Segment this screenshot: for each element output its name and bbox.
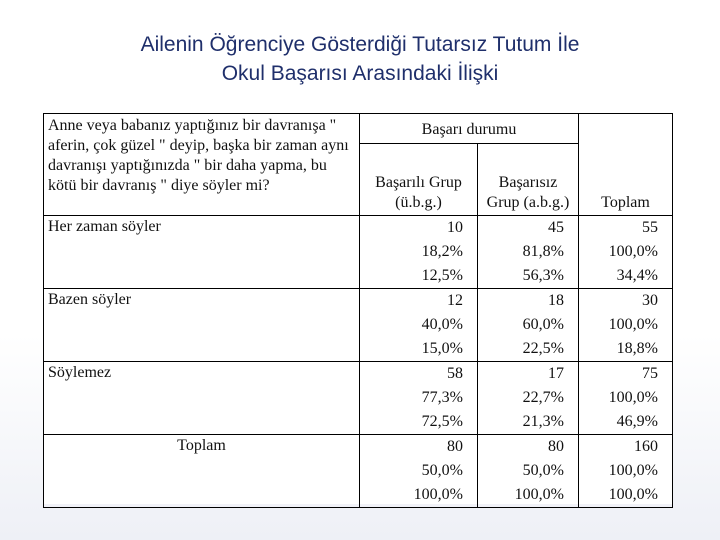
col-percent: 18,8% — [616, 340, 658, 357]
slide-title-line-1: Ailenin Öğrenciye Gösterdiği Tutarsız Tutum İle — [140, 33, 580, 56]
cell-successful — [360, 216, 478, 289]
row-percent: 22,7% — [522, 389, 564, 406]
count: 75 — [642, 365, 658, 382]
question-cell: Anne veya babanız yaptığınız bir davranışa " aferin, çok güzel " deyip, başka bir zaman aynı davranışı yaptığınızda " bir daha yapma, bu kötü bir davranış " diye söyler mi? — [44, 114, 360, 216]
row-label: Söylemez — [44, 362, 360, 435]
row-percent: 100,0% — [608, 389, 658, 406]
col-percent: 72,5% — [421, 413, 463, 430]
cell-successful — [360, 435, 478, 508]
results-table — [43, 113, 672, 504]
slide-title-line-2: Okul Başarısı Arasındaki İlişki — [221, 62, 499, 85]
count: 12 — [447, 292, 463, 309]
row-percent: 81,8% — [522, 243, 564, 260]
row-label: Her zaman söyler — [44, 216, 360, 289]
count: 17 — [548, 365, 564, 382]
count: 160 — [634, 438, 658, 455]
col-percent: 15,0% — [421, 340, 463, 357]
cell-successful — [360, 289, 478, 362]
count: 10 — [447, 219, 463, 236]
col-percent: 21,3% — [522, 413, 564, 430]
col-percent: 56,3% — [522, 267, 564, 284]
col-percent: 34,4% — [616, 267, 658, 284]
cell-unsuccessful — [478, 216, 579, 289]
table-row — [44, 362, 673, 435]
col-percent: 46,9% — [616, 413, 658, 430]
col-percent: 12,5% — [421, 267, 463, 284]
cell-total — [579, 362, 673, 435]
row-percent: 100,0% — [608, 243, 658, 260]
count: 80 — [548, 438, 564, 455]
cell-total — [579, 216, 673, 289]
col-percent: 100,0% — [514, 486, 564, 503]
cell-total — [579, 289, 673, 362]
row-percent: 100,0% — [608, 462, 658, 479]
col-header-total: Toplam — [579, 114, 673, 216]
count: 55 — [642, 219, 658, 236]
table-row-total — [44, 435, 673, 508]
table-row — [44, 289, 673, 362]
row-percent: 50,0% — [421, 462, 463, 479]
count: 30 — [642, 292, 658, 309]
col-percent: 22,5% — [522, 340, 564, 357]
count: 18 — [548, 292, 564, 309]
row-percent: 100,0% — [608, 316, 658, 333]
group-header: Başarı durumu — [360, 114, 579, 144]
count: 58 — [447, 365, 463, 382]
cell-unsuccessful — [478, 362, 579, 435]
row-percent: 50,0% — [522, 462, 564, 479]
col-header-successful: Başarılı Grup (ü.b.g.) — [360, 144, 478, 216]
cell-unsuccessful — [478, 289, 579, 362]
count: 80 — [447, 438, 463, 455]
row-label: Toplam — [44, 435, 360, 508]
cell-unsuccessful — [478, 435, 579, 508]
cell-successful — [360, 362, 478, 435]
row-label: Bazen söyler — [44, 289, 360, 362]
cell-total — [579, 435, 673, 508]
col-percent: 100,0% — [413, 486, 463, 503]
row-percent: 40,0% — [421, 316, 463, 333]
count: 45 — [548, 219, 564, 236]
table-row — [44, 216, 673, 289]
row-percent: 77,3% — [421, 389, 463, 406]
col-percent: 100,0% — [608, 486, 658, 503]
slide-title — [0, 30, 720, 88]
row-percent: 18,2% — [421, 243, 463, 260]
col-header-unsuccessful: Başarısız Grup (a.b.g.) — [478, 144, 579, 216]
row-percent: 60,0% — [522, 316, 564, 333]
